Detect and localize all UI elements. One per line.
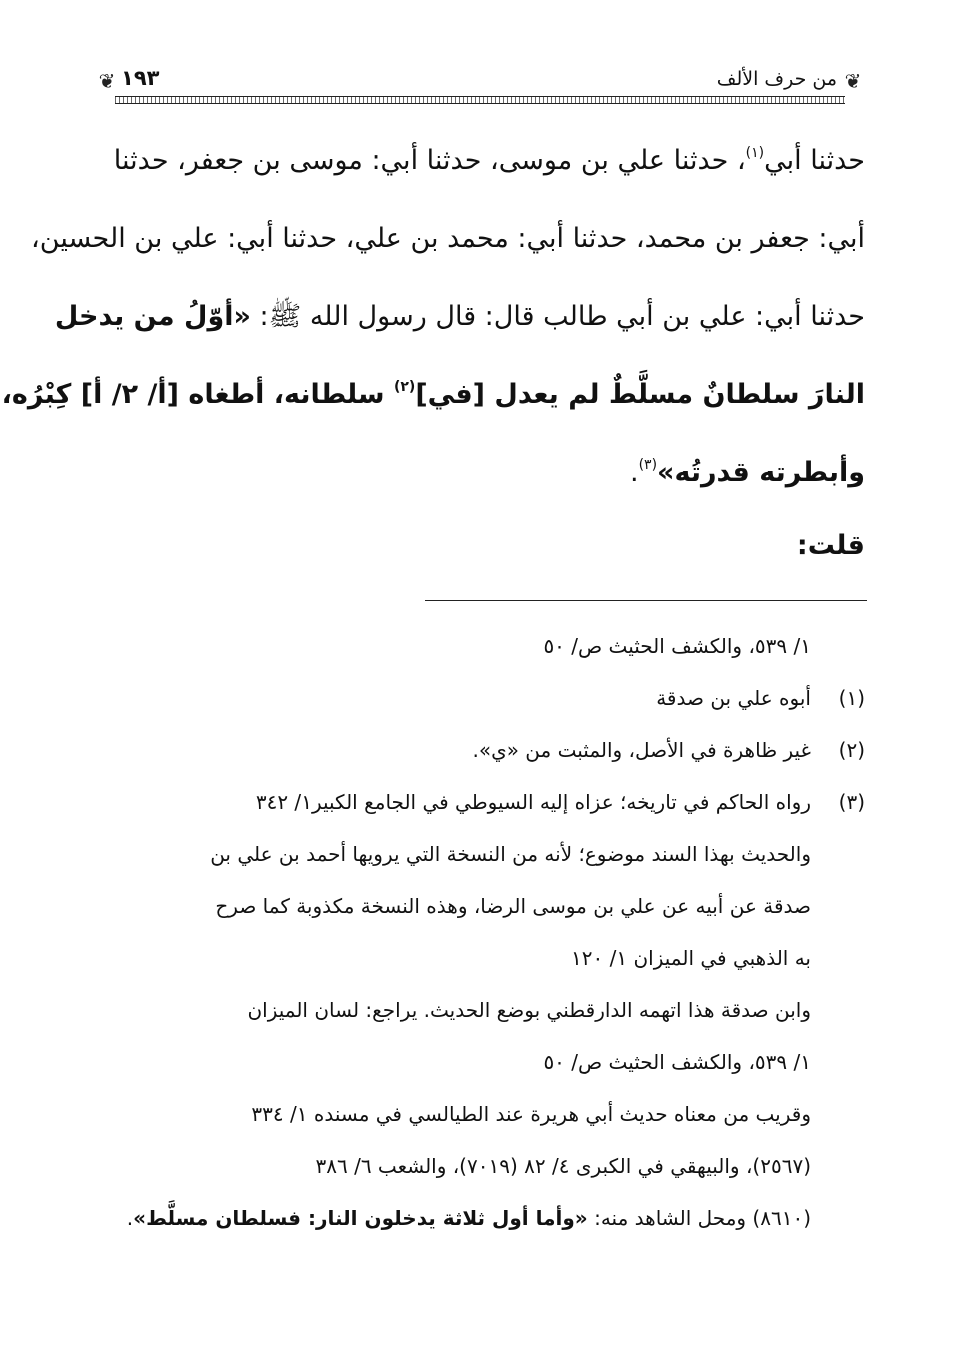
footnote-line: ١/ ٥٣٩، والكشف الحثيث ص/ ٥٠	[543, 1050, 811, 1074]
text-line	[95, 434, 865, 512]
footnote-1	[95, 672, 865, 724]
quoted-text: «وأما أول ثلاثة يدخلون النار: فسلطان مسلَّط»	[133, 1206, 588, 1230]
hadith-text: سلطانه، أطغاه [أ/ ٢/ أ] كِبْرُه،	[1, 379, 394, 410]
main-text	[1, 122, 865, 512]
page-header	[95, 62, 865, 108]
running-title: من حرف الألف	[716, 68, 837, 90]
footnote-line: (٢٥٦٧)، والبيهقي في الكبرى ٤/ ٨٢ (٧٠١٩)، والشعب ٦/ ٣٨٦	[315, 1154, 811, 1178]
header-divider	[115, 96, 845, 104]
footnote-ref: (١)	[745, 145, 765, 161]
footnote-ref: (٣)	[638, 457, 658, 473]
footnote-number: (١)	[838, 686, 865, 710]
hadith-text: وأبطرته قدرتُه»	[657, 457, 865, 488]
footnote-2	[95, 724, 865, 776]
footnote-line: صدقة عن أبيه عن علي بن موسى الرضا، وهذه النسخة مكذوبة كما صرح	[215, 894, 811, 918]
text-span: حدثنا أبي: علي بن أبي طالب قال: قال رسول الله ﷺ:	[250, 301, 865, 332]
text-line	[54, 278, 865, 356]
footnote-line: به الذهبي في الميزان ١/ ١٢٠	[571, 946, 811, 970]
footnote-text: أبوه علي بن صدقة	[656, 686, 811, 710]
footnote-text: رواه الحاكم في تاريخه؛ عزاه إليه السيوطي في الجامع الكبير١/ ٣٤٢	[255, 790, 811, 814]
footnote-ref: (٢)	[393, 379, 416, 395]
ornament-icon: ❦	[844, 69, 862, 93]
footnote-number: (٣)	[838, 790, 865, 814]
footnotes	[95, 620, 865, 1244]
footnote-line: وقريب من معناه حديث أبي هريرة عند الطيالسي في مسنده ١/ ٣٣٤	[251, 1102, 811, 1126]
text-span: حدثنا أبي	[764, 145, 865, 176]
text-line: أبي: جعفر بن محمد، حدثنا أبي: محمد بن علي، حدثنا أبي: علي بن الحسين،	[31, 223, 865, 254]
text-span: ، حدثنا علي بن موسى، حدثنا أبي: موسى بن جعفر، حدثنا	[113, 145, 746, 176]
footnote-line: وابن صدقة هذا اتهمه الدارقطني بوضع الحديث. يراجع: لسان الميزان	[247, 998, 811, 1022]
text-span: .	[629, 457, 639, 488]
section-heading: قلت:	[796, 530, 865, 561]
hadith-text: «أوّلُ من يدخل	[54, 301, 251, 332]
footnote-line: والحديث بهذا السند موضوع؛ لأنه من النسخة التي يرويها أحمد بن علي بن	[210, 842, 811, 866]
footnote-line	[95, 1192, 865, 1244]
text-line	[1, 356, 865, 434]
hadith-text: النارَ سلطانٌ مسلَّطٌ لم يعدل [في]	[415, 379, 865, 410]
footnote-line: ١/ ٥٣٩، والكشف الحثيث ص/ ٥٠	[543, 634, 811, 658]
footnote-text: (٨٦١٠) ومحل الشاهد منه:	[587, 1206, 811, 1230]
text-line	[95, 122, 865, 200]
footnote-text: .	[126, 1206, 134, 1230]
ornament-icon: ❦	[98, 69, 116, 93]
footnote-number: (٢)	[838, 738, 865, 762]
page-number: ١٩٣	[121, 66, 160, 90]
footnote-3	[95, 776, 865, 828]
footnote-text: غير ظاهرة في الأصل، والمثبت من «ي».	[472, 738, 811, 762]
footnote-divider	[425, 600, 867, 601]
